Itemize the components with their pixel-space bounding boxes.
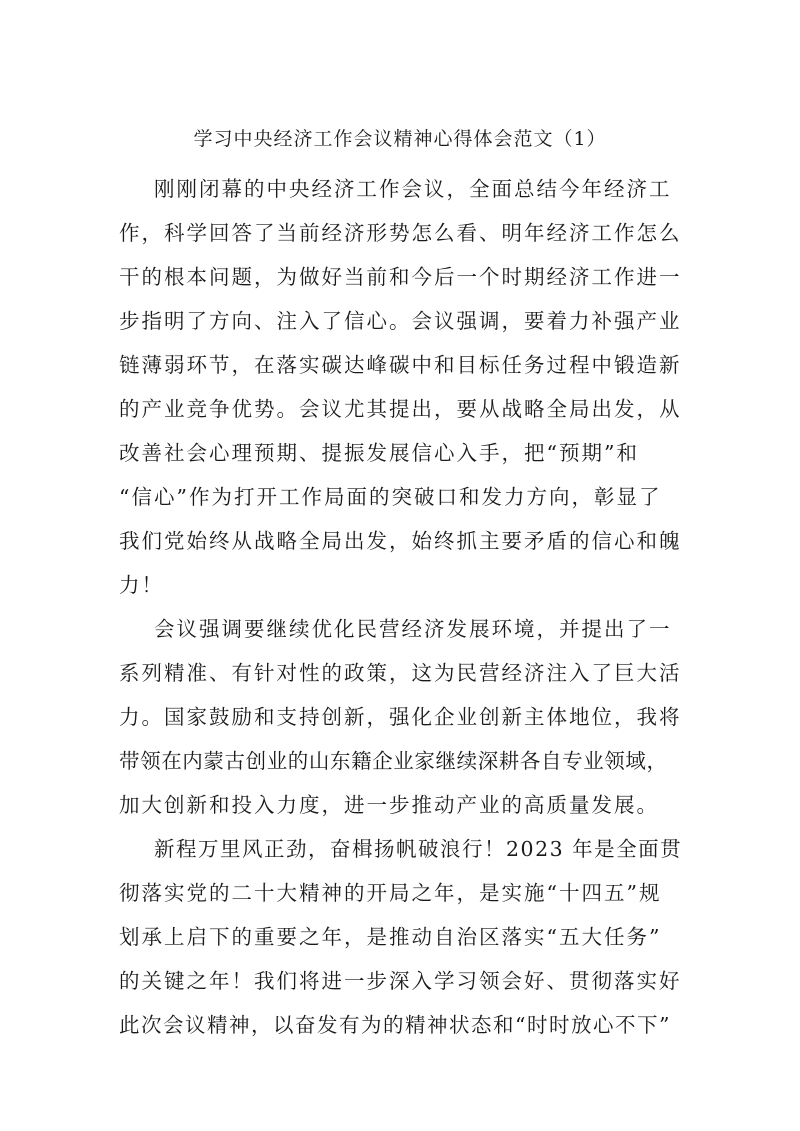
paragraph-1-line-10: 力！ <box>119 573 164 597</box>
paragraph-2-line-2: 系列精准、有针对性的政策，这为民营经济注入了巨大活 <box>119 661 682 685</box>
paragraph-1-line-4: 步指明了方向、注入了信心。会议强调，要着力补强产业 <box>119 309 682 333</box>
paragraph-1-line-1: 刚刚闭幕的中央经济工作会议，全面总结今年经济工 <box>154 177 672 201</box>
paragraph-1-line-9: 我们党始终从战略全局出发，始终抓主要矛盾的信心和魄 <box>119 529 682 553</box>
paragraph-1-line-5: 链薄弱环节，在落实碳达峰碳中和目标任务过程中锻造新 <box>119 353 682 377</box>
paragraph-1-line-2: 作，科学回答了当前经济形势怎么看、明年经济工作怎么 <box>119 221 682 245</box>
paragraph-1-line-8: “信心”作为打开工作局面的突破口和发力方向，彰显了 <box>119 485 662 509</box>
paragraph-2-line-5: 加大创新和投入力度，进一步推动产业的高质量发展。 <box>119 793 659 817</box>
paragraph-1-line-6: 的产业竞争优势。会议尤其提出，要从战略全局出发，从 <box>119 397 682 421</box>
paragraph-2-line-4: 带领在内蒙古创业的山东籍企业家继续深耕各自专业领域， <box>119 749 668 773</box>
document-title: 学习中央经济工作会议精神心得体会范文（1） <box>193 128 607 150</box>
paragraph-2-line-1: 会议强调要继续优化民营经济发展环境，并提出了一 <box>154 617 672 641</box>
paragraph-1-line-3: 干的根本问题，为做好当前和今后一个时期经济工作进一 <box>119 265 682 289</box>
paragraph-3-line-4: 的关键之年！我们将进一步深入学习领会好、贯彻落实好 <box>119 969 682 993</box>
paragraph-3-line-1: 新程万里风正劲，奋楫扬帆破浪行！2023 年是全面贯 <box>154 837 683 861</box>
paragraph-3-line-3: 划承上启下的重要之年，是推动自治区落实“五大任务” <box>119 925 662 949</box>
paragraph-3-line-2: 彻落实党的二十大精神的开局之年，是实施“十四五”规 <box>119 881 662 905</box>
paragraph-1-line-7: 改善社会心理预期、提振发展信心入手，把“预期”和 <box>119 441 639 465</box>
paragraph-2-line-3: 力。国家鼓励和支持创新，强化企业创新主体地位，我将 <box>119 705 682 729</box>
paragraph-3-line-5: 此次会议精神，以奋发有为的精神状态和“时时放心不下” <box>119 1013 671 1037</box>
